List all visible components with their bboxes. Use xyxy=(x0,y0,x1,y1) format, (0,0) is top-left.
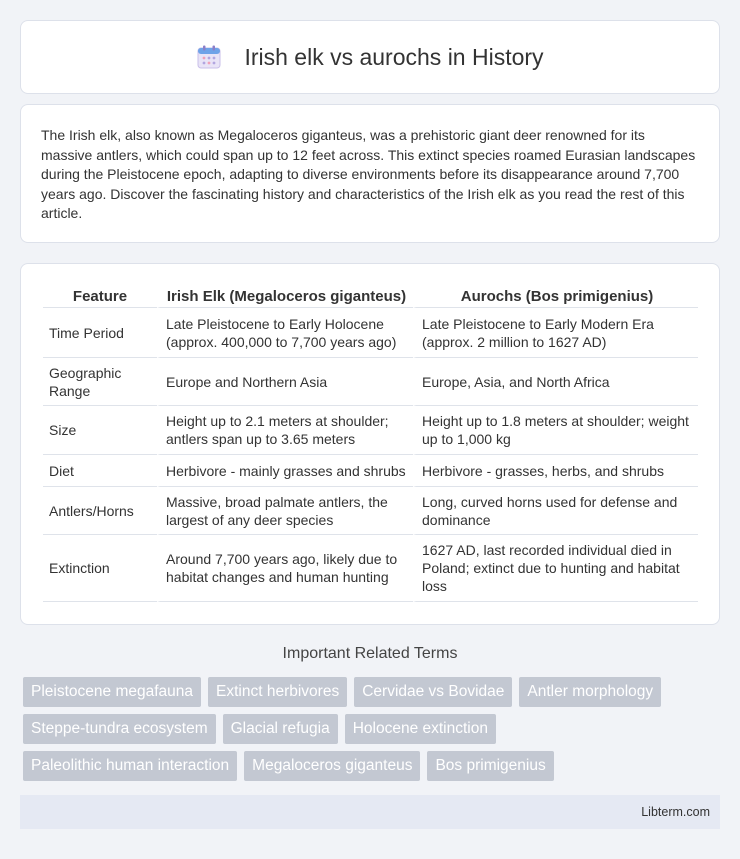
intro-card xyxy=(20,104,720,243)
tag-cervidae-vs-bovidae[interactable]: Cervidae vs Bovidae xyxy=(354,677,512,707)
row-aurochs: Late Pleistocene to Early Modern Era (approx. 2 million to 1627 AD) xyxy=(413,308,698,358)
table-row xyxy=(43,535,698,602)
row-feature: Geographic Range xyxy=(43,358,157,406)
row-irish-elk: Massive, broad palmate antlers, the largest of any deer species xyxy=(157,487,413,535)
row-irish-elk: Late Pleistocene to Early Holocene (approx. 400,000 to 7,700 years ago) xyxy=(157,308,413,358)
related-terms-title: Important Related Terms xyxy=(282,645,458,662)
row-aurochs: Herbivore - grasses, herbs, and shrubs xyxy=(413,455,698,487)
tag-holocene-extinction[interactable]: Holocene extinction xyxy=(345,714,496,744)
row-aurochs: Height up to 1.8 meters at shoulder; weight up to 1,000 kg xyxy=(413,406,698,455)
tag-megaloceros-giganteus[interactable]: Megaloceros giganteus xyxy=(244,751,420,781)
calendar-icon xyxy=(196,44,222,70)
comparison-card xyxy=(20,263,720,625)
comparison-table xyxy=(43,286,698,602)
row-irish-elk: Herbivore - mainly grasses and shrubs xyxy=(157,455,413,487)
row-feature: Extinction xyxy=(43,535,157,602)
title-card xyxy=(20,20,720,94)
header-feature: Feature xyxy=(43,286,157,308)
table-row xyxy=(43,455,698,487)
row-aurochs: Europe, Asia, and North Africa xyxy=(413,358,698,406)
table-row xyxy=(43,406,698,455)
tag-pleistocene-megafauna[interactable]: Pleistocene megafauna xyxy=(23,677,201,707)
row-aurochs: 1627 AD, last recorded individual died in Poland; extinct due to hunting and habitat loss xyxy=(413,535,698,602)
related-terms-list xyxy=(23,677,713,788)
row-irish-elk: Europe and Northern Asia xyxy=(157,358,413,406)
row-feature: Size xyxy=(43,406,157,455)
footer xyxy=(20,795,720,829)
tag-extinct-herbivores[interactable]: Extinct herbivores xyxy=(208,677,347,707)
tag-paleolithic-human-interaction[interactable]: Paleolithic human interaction xyxy=(23,751,237,781)
page-title: Irish elk vs aurochs in History xyxy=(244,43,544,70)
table-row xyxy=(43,487,698,535)
table-row xyxy=(43,308,698,358)
table-header-row xyxy=(43,286,698,308)
row-feature: Diet xyxy=(43,455,157,487)
row-irish-elk: Around 7,700 years ago, likely due to habitat changes and human hunting xyxy=(157,535,413,602)
tag-glacial-refugia[interactable]: Glacial refugia xyxy=(223,714,338,744)
row-feature: Antlers/Horns xyxy=(43,487,157,535)
intro-paragraph: The Irish elk, also known as Megaloceros giganteus, was a prehistoric giant deer renowned for its massive antlers, which could span up to 12 feet across. This extinct species roamed Eurasian landscapes during the Pleistocene epoch, adapting to diverse environments before its disappearance around 7,700 years ago. Discover the fascinating history and characteristics of the Irish elk as you read the rest of this article. xyxy=(41,127,696,222)
header-irish-elk: Irish Elk (Megaloceros giganteus) xyxy=(157,286,413,308)
table-row xyxy=(43,358,698,406)
row-aurochs: Long, curved horns used for defense and dominance xyxy=(413,487,698,535)
tag-antler-morphology[interactable]: Antler morphology xyxy=(519,677,661,707)
tag-steppe-tundra-ecosystem[interactable]: Steppe-tundra ecosystem xyxy=(23,714,216,744)
row-irish-elk: Height up to 2.1 meters at shoulder; antlers span up to 3.65 meters xyxy=(157,406,413,455)
header-aurochs: Aurochs (Bos primigenius) xyxy=(413,286,698,308)
tag-bos-primigenius[interactable]: Bos primigenius xyxy=(427,751,553,781)
footer-brand-link[interactable]: Libterm.com xyxy=(641,805,710,819)
row-feature: Time Period xyxy=(43,308,157,358)
